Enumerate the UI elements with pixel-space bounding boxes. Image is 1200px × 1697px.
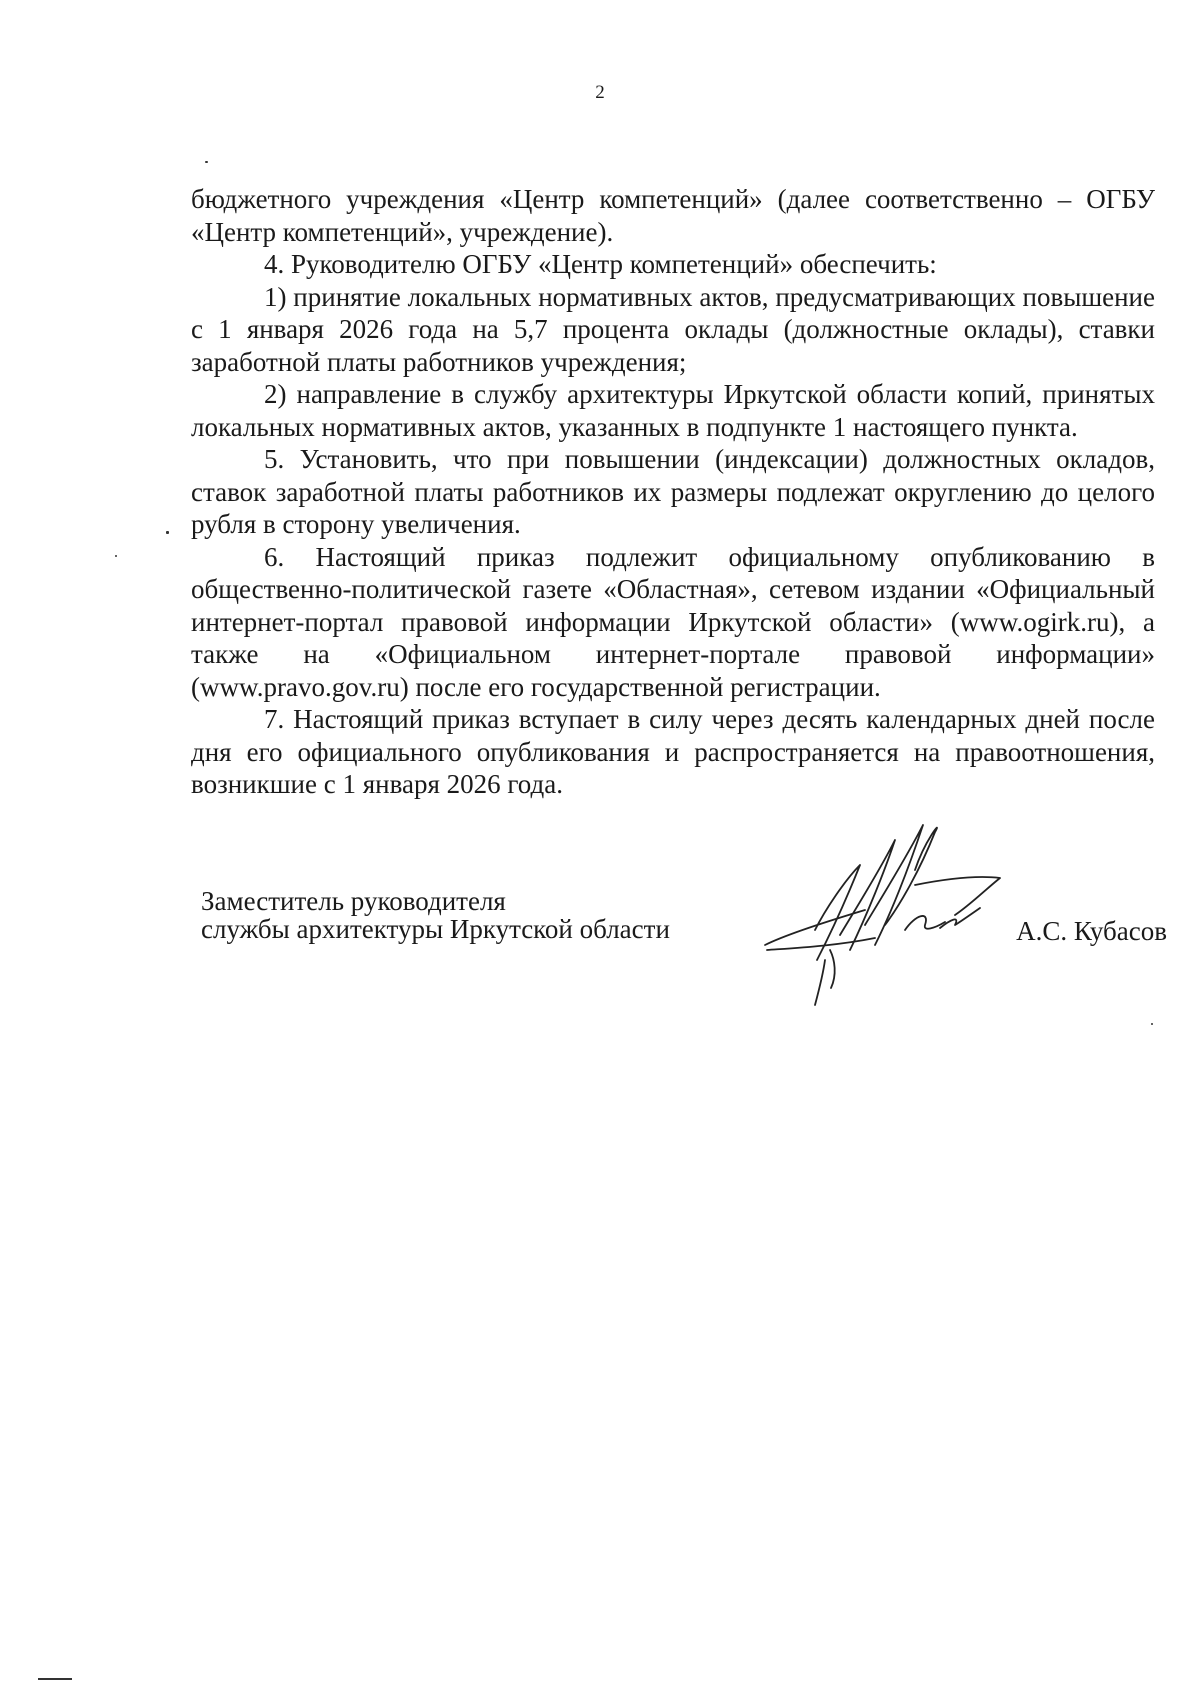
scan-speck xyxy=(1151,1023,1153,1025)
paragraph-item-6: 6. Настоящий приказ подлежит официальному опубликованию в общественно-политической газете «Областная», сетевом издании «Официальный интернет-портал правовой информации Иркутской области» (www.ogirk.ru), а также на «Официальном интернет-портале правовой информации» (www.pravo.gov.ru) после его государственной регистрации. xyxy=(191,541,1155,702)
signer-position xyxy=(201,887,670,943)
signer-position-line2: службы архитектуры Иркутской области xyxy=(201,914,670,944)
document-body xyxy=(191,183,1155,801)
paragraph-item-4: 4. Руководителю ОГБУ «Центр компетенций» обеспечить: xyxy=(264,249,937,279)
paragraph-subitem-2: 2) направление в службу архитектуры Иркутской области копий, принятых локальных нормативных актов, указанных в подпункте 1 настоящего пункта. xyxy=(191,379,1155,442)
scan-speck xyxy=(205,161,208,163)
paragraph-item-7: 7. Настоящий приказ вступает в силу через десять календарных дней после дня его официального опубликования и распространяется на правоотношения, возникшие с 1 января 2026 года. xyxy=(191,704,1155,799)
scan-speck xyxy=(166,531,169,534)
scan-speck xyxy=(115,555,117,557)
page-number: 2 xyxy=(595,82,605,103)
signer-position-line1: Заместитель руководителя xyxy=(201,886,506,916)
paragraph-subitem-1: 1) принятие локальных нормативных актов, предусматривающих повышение с 1 января 2026 года на 5,7 процента оклады (должностные оклады), ставки заработной платы работников учреждения; xyxy=(191,281,1155,377)
signer-name: А.С. Кубасов xyxy=(1016,916,1167,946)
page-corner-mark xyxy=(38,1678,72,1680)
paragraph-continuation: бюджетного учреждения «Центр компетенций» (далее соответственно – ОГБУ «Центр компетенций», учреждение). xyxy=(191,184,1155,247)
handwritten-signature xyxy=(755,810,1025,1010)
paragraph-item-5: 5. Установить, что при повышении (индексации) должностных окладов, ставок заработной платы работников их размеры подлежат округлению до целого рубля в сторону увеличения. xyxy=(191,444,1155,539)
